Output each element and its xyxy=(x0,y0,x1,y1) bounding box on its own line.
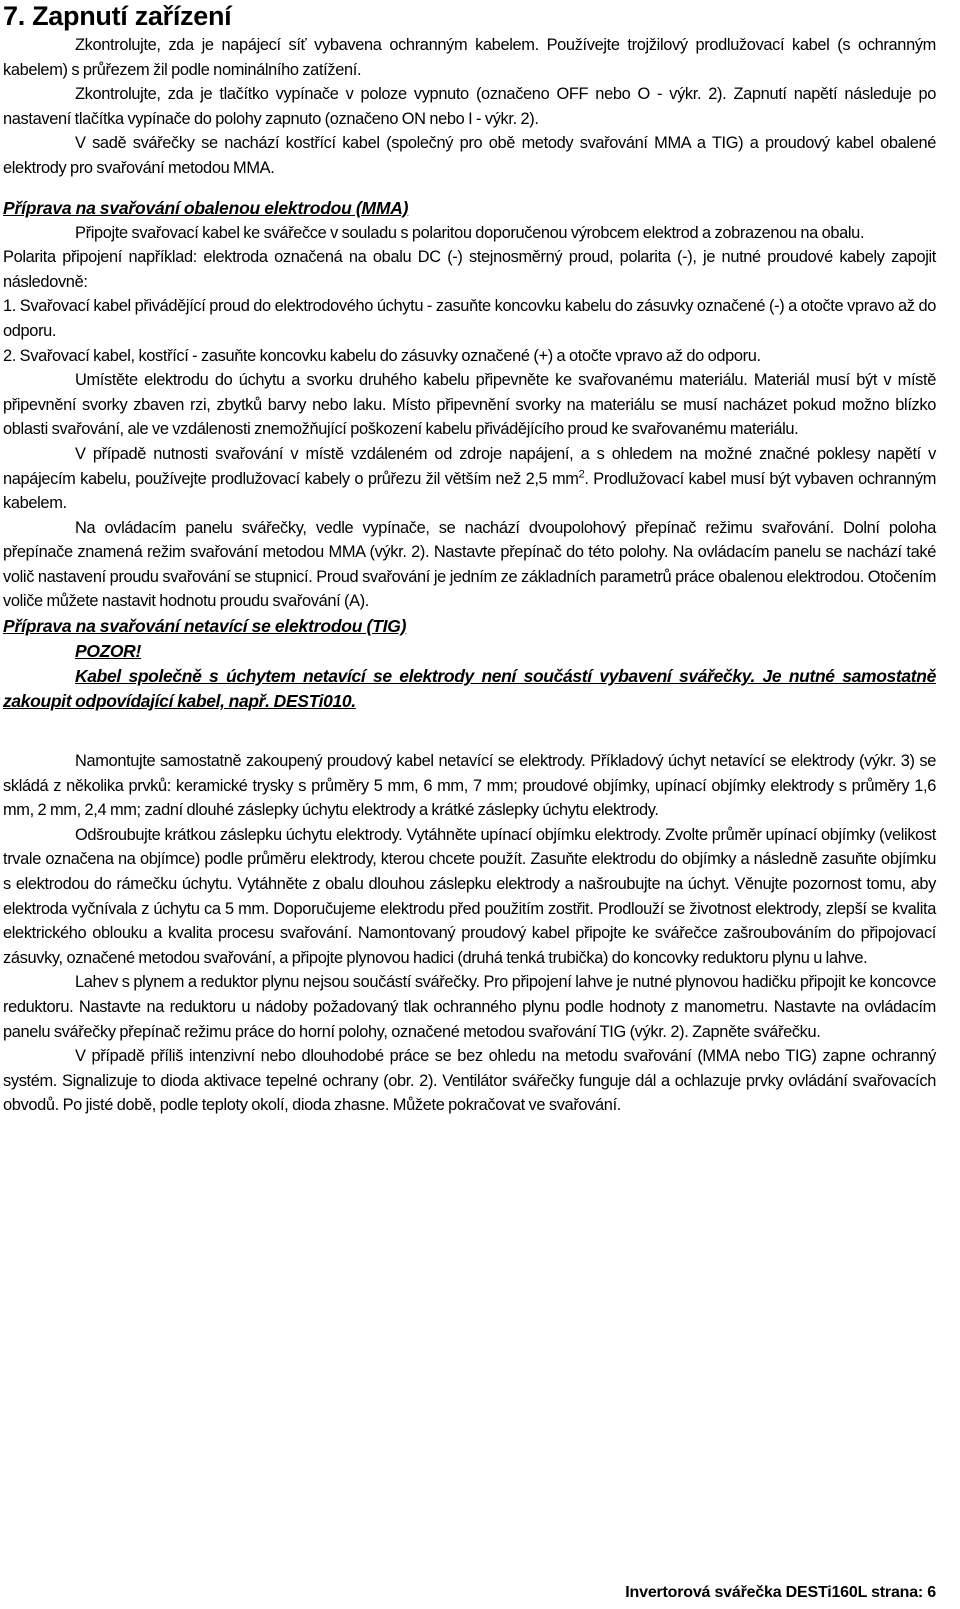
paragraph-power-cable: Zkontrolujte, zda je napájecí síť vybavena ochranným kabelem. Používejte trojžilový prodlužovací kabel (s ochranným kabelem) s průřezem žil podle nominálního zatížení. xyxy=(3,36,936,79)
paragraph-electrode-clamp: Umístěte elektrodu do úchytu a svorku druhého kabelu připevněte ke svařovanému materiálu. Materiál musí být v místě připevnění svorky zbaven rzi, zbytků barvy nebo laku. Místo připevnění svorky na materiálu se musí nacházet pokud možno blízko oblasti svařování, ale ve vzdálenosti znemožňující poškození kabelu přivádějícího proud ke svařovanému materiálu. xyxy=(3,371,936,439)
paragraph-tig-cable: Namontujte samostatně zakoupený proudový kabel netavící se elektrody. Příkladový úchyt netavící se elektrody (výkr. 3) se skládá z několika prvků: keramické trysky s průměry 5 mm, 6 mm, 7 mm; proudové objímky, upínací objímky elektrody s průměry 1,6 mm, 2 mm, 2,4 mm; zadní dlouhé záslepky úchytu elektrody a krátké záslepky úchytu elektrody. xyxy=(3,752,936,820)
section-heading-tig: Příprava na svařování netavící se elektrodou (TIG) xyxy=(3,616,407,637)
paragraph-thermal-protection: V případě příliš intenzivní nebo dlouhodobé práce se bez ohledu na metodu svařování (MMA nebo TIG) zapne ochranný systém. Signalizuje to dioda aktivace tepelné ochrany (obr. 2). Ventilátor svářečky funguje dál a ochlazuje prvky ovládání svařovacích obvodů. Po jisté době, podle teploty okolí, dioda zhasne. Můžete pokračovat ve svařování. xyxy=(3,1047,936,1115)
paragraph-polarity: Polarita připojení například: elektroda označená na obalu DC (-) stejnosměrný proud, polarita (-), je nutné proudové kabely zapojit následovně: xyxy=(3,248,936,291)
step-1: 1. Svařovací kabel přivádějící proud do elektrodového úchytu - zasuňte koncovku kabelu do zásuvky označené (-) a otočte vpravo až do odporu. xyxy=(3,297,936,340)
paragraph-control-panel: Na ovládacím panelu svářečky, vedle vypínače, se nachází dvoupolohový přepínač režimu svařování. Dolní poloha přepínače znamená režim svařování metodou MMA (výkr. 2). Nastavte přepínač do této polohy. Na ovládacím panelu se nachází také volič nastavení proudu svařování se stupnicí. Proud svařování je jedním ze základních parametrů práce obalenou elektrodou. Otočením voliče můžete nastavit hodnotu proudu svařování (A). xyxy=(3,518,936,611)
page-title: 7. Zapnutí zařízení xyxy=(3,1,232,31)
extension-cable-end: . Prodlužovací kabel musí být vybaven ochranným kabelem. xyxy=(3,469,936,513)
paragraph-gas-bottle: Lahev s plynem a reduktor plynu nejsou součástí svářečky. Pro připojení lahve je nutné plynovou hadičku připojit ke koncovce reduktoru. Nastavte na reduktoru u nádoby požadovaný tlak ochranného plynu podle hodnoty z manometru. Nastavte na ovládacím panelu svářečky přepínač režimu práce do horní polohy, označené metodou svařování TIG (výkr. 2). Zapněte svářečku. xyxy=(3,973,936,1041)
document-body xyxy=(3,33,936,1118)
page-footer: Invertorová svářečka DESTi160L strana: 6 xyxy=(625,1584,936,1601)
paragraph-connect-cable: Připojte svařovací kabel ke svářečce v souladu s polaritou doporučenou výrobcem elektrod a zobrazenou na obalu. xyxy=(75,223,865,242)
paragraph-tig-assembly: Odšroubujte krátkou záslepku úchytu elektrody. Vytáhněte upínací objímku elektrody. Zvolte průměr upínací objímky (velikost trvale označena na objímce) podle průměru elektrody, kterou chcete použít. Zasuňte elektrodu do objímky a následně zasuňte objímku s elektrodou do rámečku úchytu. Vytáhněte z obalu dlouhou záslepku elektrody a našroubujte na úchyt. Věnujte pozornost tomu, aby elektroda vyčnívala z úchytu ca 5 mm. Doporučujeme elektrodu před použitím zostřit. Prodlouží se životnost elektrody, zlepší se kvalita elektrického oblouku a kvalita procesu svařování. Namontovaný proudový kabel připojte ke svářečce zašroubováním do připojovací zásuvky, označené metodou svařování, a připojte plynovou hadici (druhá tenká trubička) do koncovky reduktoru plynu u lahve. xyxy=(3,825,936,967)
step-2: 2. Svařovací kabel, kostřící - zasuňte koncovku kabelu do zásuvky označené (+) a otočte vpravo až do odporu. xyxy=(3,346,761,365)
paragraph-kit-contents: V sadě svářečky se nachází kostřící kabel (společný pro obě metody svařování MMA a TIG) a proudový kabel obalené elektrody pro svařování metodou MMA. xyxy=(3,134,936,177)
warning-title: POZOR! xyxy=(75,641,141,662)
extension-cable-text: V případě nutnosti svařování v místě vzdáleném od zdroje napájení, a s ohledem na možné značné poklesy napětí v napájecím kabelu, používejte prodlužovací kabely o průřezu žil větším než 2,5 mm xyxy=(3,444,936,488)
paragraph-switch-check: Zkontrolujte, zda je tlačítko vypínače v poloze vypnuto (označeno OFF nebo O - výkr. 2). Zapnutí napětí následuje po nastavení tlačítka vypínače do polohy zapnuto (označeno ON nebo I - výkr. 2). xyxy=(3,85,936,128)
warning-text: Kabel společně s úchytem netavící se elektrody není součástí vybavení svářečky. Je nutné samostatně zakoupit odpovídající kabel, např. DESTi010. xyxy=(3,666,936,712)
unit-superscript: 2 xyxy=(578,468,585,481)
paragraph-extension-cable xyxy=(3,442,936,516)
section-heading-mma: Příprava na svařování obalenou elektrodou (MMA) xyxy=(3,197,409,218)
